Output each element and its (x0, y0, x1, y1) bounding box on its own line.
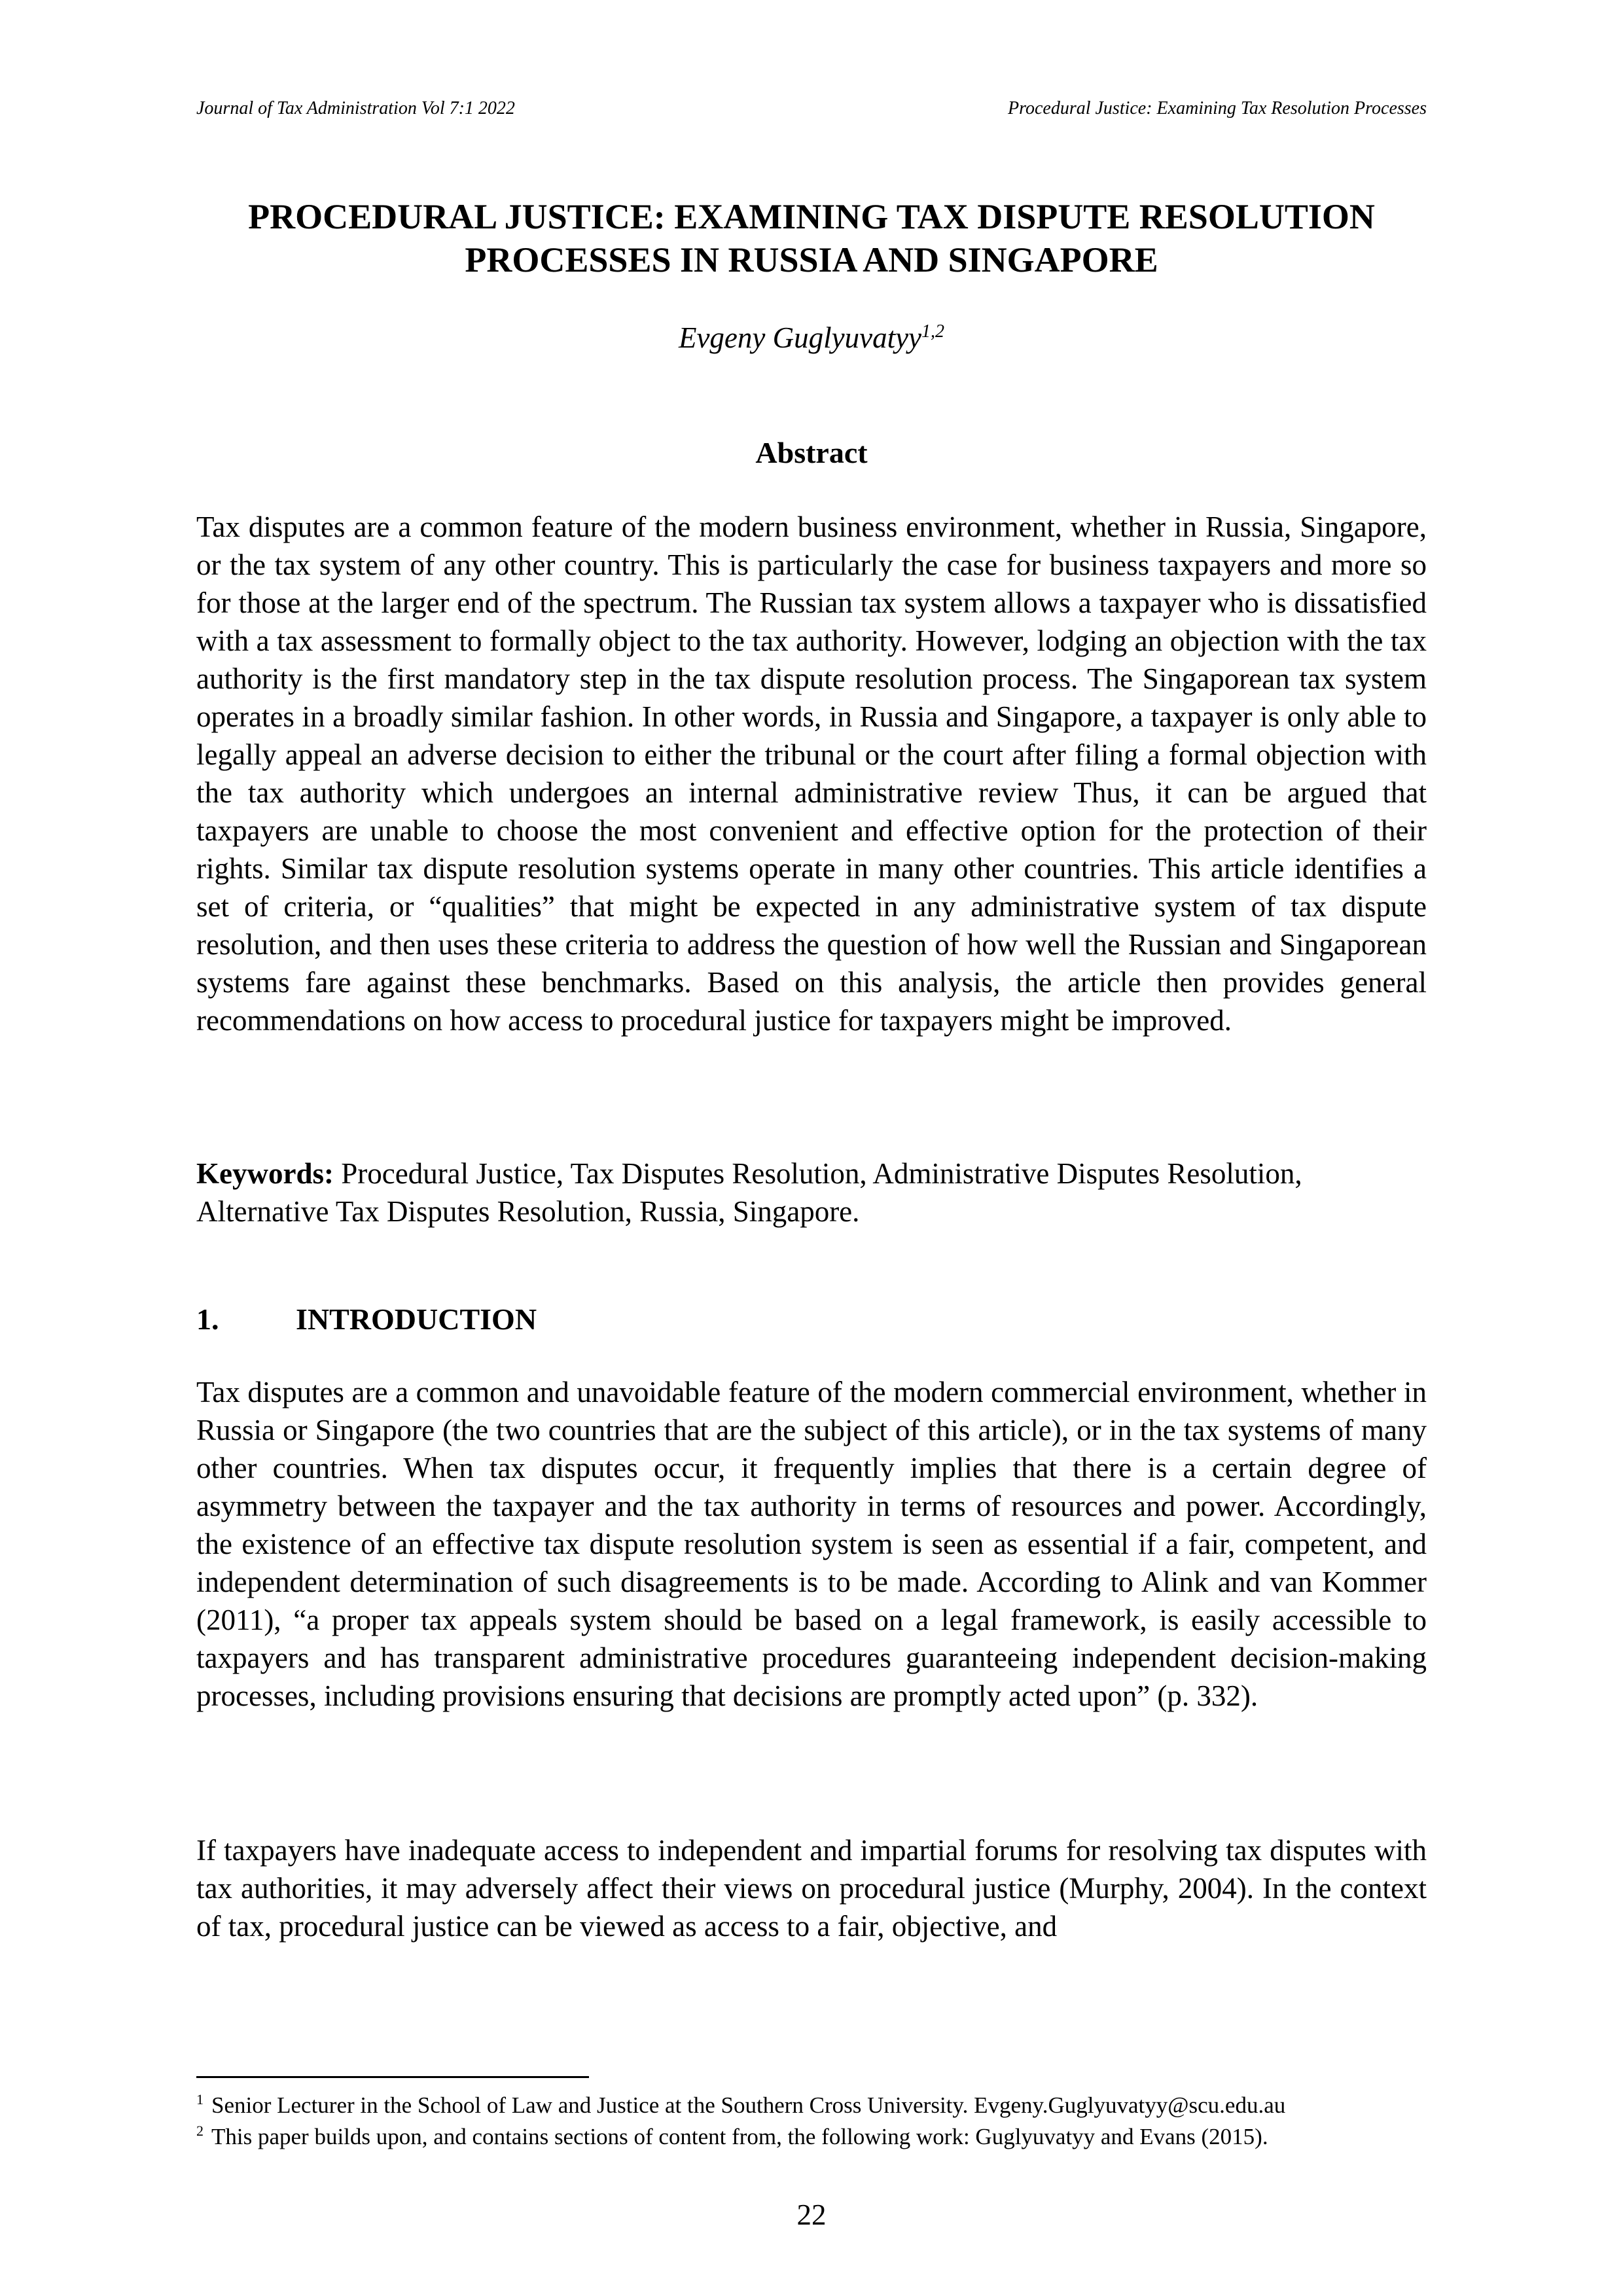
footnote-1 (196, 2092, 1427, 2119)
keywords (196, 1155, 1427, 1230)
author-affiliation-marks: 1,2 (921, 321, 945, 342)
keywords-label: Keywords: (196, 1157, 334, 1190)
abstract-text: Tax disputes are a common feature of the modern business environment, whether in Russia, Singapore, or the tax system of any other country. This is particularly the case for business taxpayers and more so for those at the larger end of the spectrum. The Russian tax system allows a taxpayer who is dissatisfied with a tax assessment to formally object to the tax authority. However, lodging an objection with the tax authority is the first mandatory step in the tax dispute resolution process. The Singaporean tax system operates in a broadly similar fashion. In other words, in Russia and Singapore, a taxpayer is only able to legally appeal an adverse decision to either the tribunal or the court after filing a formal objection with the tax authority which undergoes an internal administrative review Thus, it can be argued that taxpayers are unable to choose the most convenient and effective option for the protection of their rights. Similar tax dispute resolution systems operate in many other countries. This article identifies a set of criteria, or “qualities” that might be expected in any administrative system of tax dispute resolution, and then uses these criteria to address the question of how well the Russian and Singaporean systems fare against these benchmarks. Based on this analysis, the article then provides general recommendations on how access to procedural justice for taxpayers might be improved. (196, 511, 1427, 1037)
footnote-divider (196, 2076, 589, 2078)
section-title: INTRODUCTION (296, 1302, 537, 1336)
footnote-2 (196, 2123, 1427, 2151)
running-header-article: Procedural Justice: Examining Tax Resolution Processes (1008, 98, 1427, 118)
footnote-1-mark: 1 (196, 2091, 204, 2108)
article-title-line-2: PROCESSES IN RUSSIA AND SINGAPORE (465, 240, 1158, 279)
running-header (196, 97, 1427, 120)
author-name: Evgeny Guglyuvatyy (678, 321, 922, 354)
introduction-paragraph-1: Tax disputes are a common and unavoidable feature of the modern commercial environment, whether in Russia or Singapore (the two countries that are the subject of this article), or in the tax systems of many other countries. When tax disputes occur, it frequently implies that there is a certain degree of asymmetry between the taxpayer and the tax authority in terms of resources and power. Accordingly, the existence of an effective tax dispute resolution system is seen as essential if a fair, competent, and independent determination of such disagreements is to be made. According to Alink and van Kommer (2011), “a proper tax appeals system should be based on a legal framework, is easily accessible to taxpayers and has transparent administrative procedures guaranteeing independent decision-making processes, including provisions ensuring that decisions are promptly acted upon” (p. 332). (196, 1376, 1427, 1712)
introduction-paragraph-2: If taxpayers have inadequate access to independent and impartial forums for resolving tax disputes with tax authorities, it may adversely affect their views on procedural justice (Murphy, 2004). In the context of tax, procedural justice can be viewed as access to a fair, objective, and (196, 1834, 1427, 1943)
section-heading-introduction (196, 1301, 1427, 1338)
article-title (196, 195, 1427, 281)
author-line (196, 319, 1427, 356)
article-title-line-1: PROCEDURAL JUSTICE: EXAMINING TAX DISPUTE RESOLUTION (248, 197, 1375, 236)
abstract-heading: Abstract (755, 436, 868, 469)
keywords-list: Procedural Justice, Tax Disputes Resolution, Administrative Disputes Resolution, Alternative Tax Disputes Resolution, Russia, Singapore. (196, 1157, 1302, 1228)
footnote-2-mark: 2 (196, 2123, 204, 2140)
footnote-2-text: This paper builds upon, and contains sections of content from, the following work: Guglyuvatyy and Evans (2015). (211, 2124, 1268, 2149)
footnote-1-text: Senior Lecturer in the School of Law and Justice at the Southern Cross University. Evgeny.Guglyuvatyy@scu.edu.au (211, 2092, 1286, 2118)
footnotes (196, 2092, 1427, 2155)
running-header-journal: Journal of Tax Administration Vol 7:1 2022 (196, 98, 515, 118)
section-number: 1. (196, 1302, 219, 1336)
page-number: 22 (796, 2198, 827, 2231)
